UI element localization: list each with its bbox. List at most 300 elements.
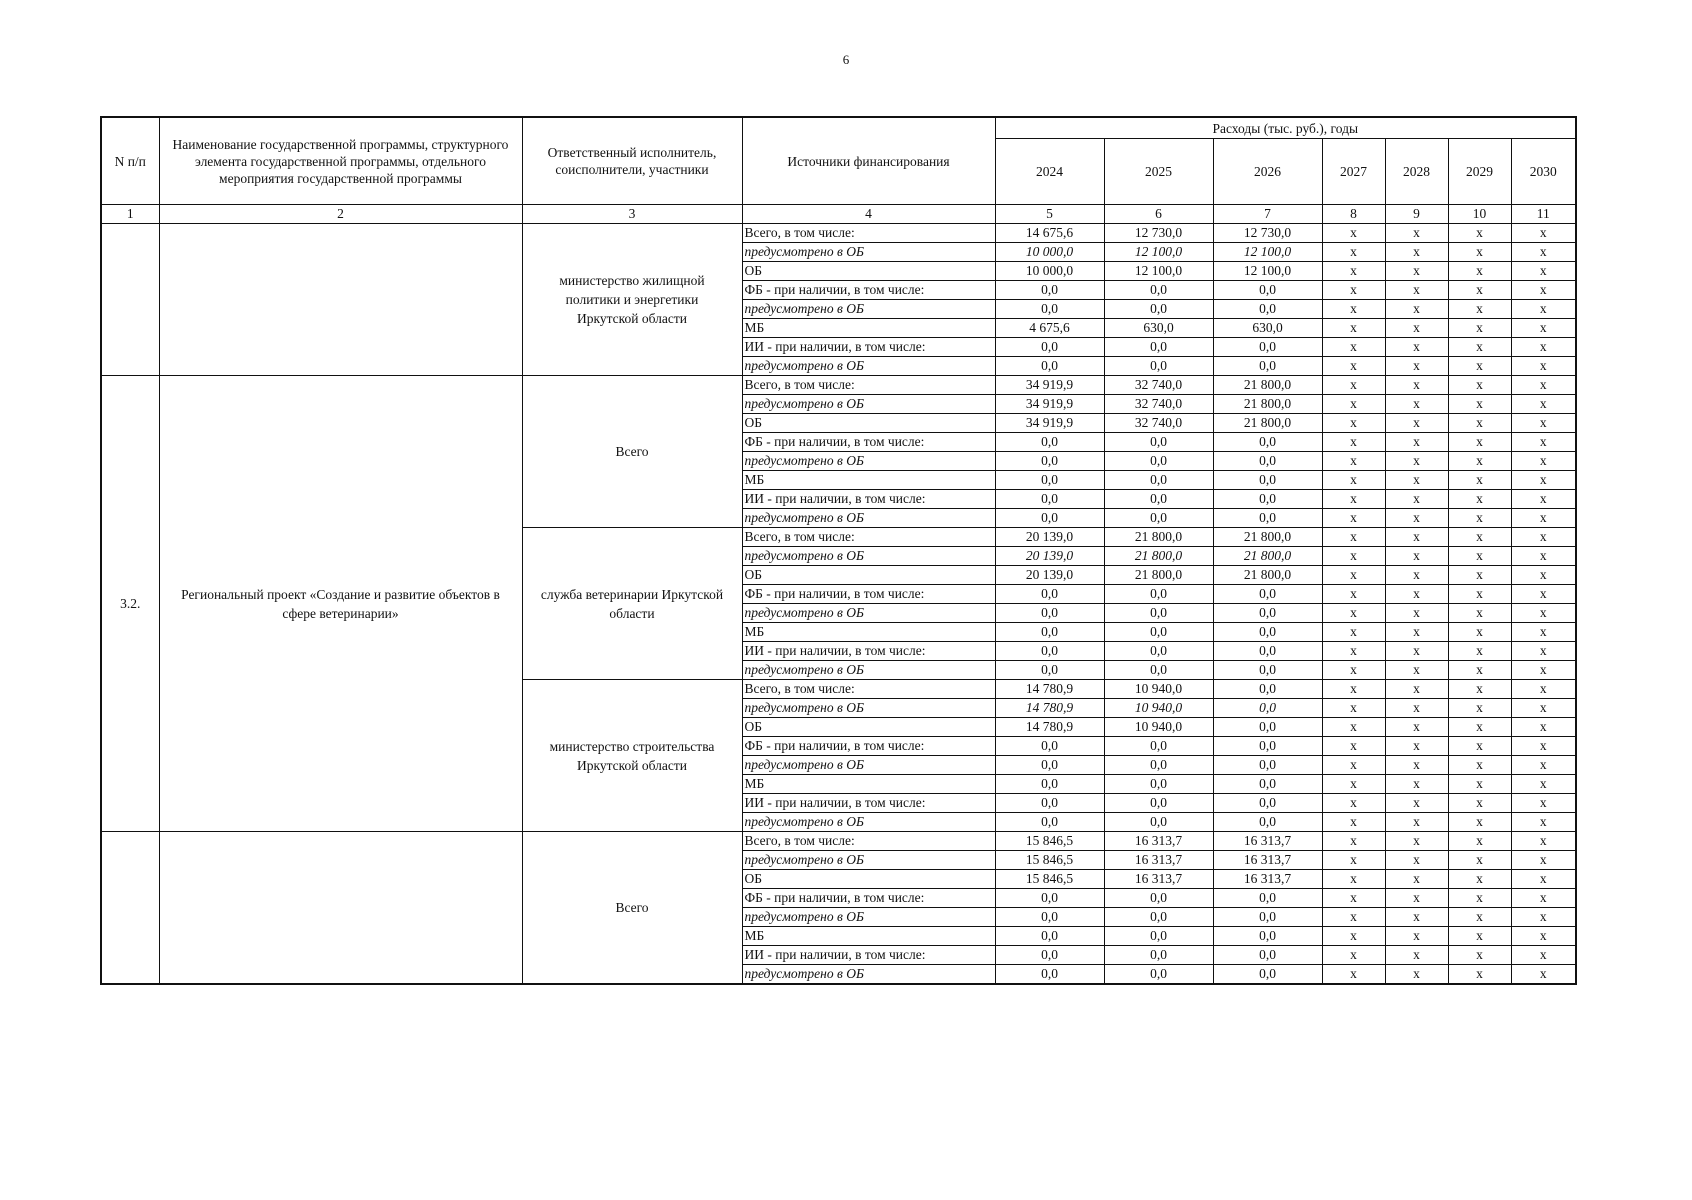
- not-applicable-mark: x: [1322, 376, 1385, 395]
- row-number-cell: [101, 224, 159, 376]
- not-applicable-mark: x: [1511, 794, 1576, 813]
- amount-cell: 0,0: [1104, 623, 1213, 642]
- not-applicable-mark: x: [1448, 946, 1511, 965]
- amount-cell: 0,0: [1104, 946, 1213, 965]
- not-applicable-mark: x: [1322, 756, 1385, 775]
- not-applicable-mark: x: [1322, 509, 1385, 528]
- not-applicable-mark: x: [1448, 319, 1511, 338]
- source-label: ИИ - при наличии, в том числе:: [742, 642, 995, 661]
- not-applicable-mark: x: [1385, 509, 1448, 528]
- not-applicable-mark: x: [1448, 927, 1511, 946]
- source-label: Всего, в том числе:: [742, 376, 995, 395]
- source-label: предусмотрено в ОБ: [742, 395, 995, 414]
- source-label: ФБ - при наличии, в том числе:: [742, 585, 995, 604]
- source-label: предусмотрено в ОБ: [742, 509, 995, 528]
- source-label: предусмотрено в ОБ: [742, 661, 995, 680]
- amount-cell: 0,0: [1104, 775, 1213, 794]
- table-row: [101, 832, 1576, 851]
- not-applicable-mark: x: [1511, 357, 1576, 376]
- amount-cell: 0,0: [995, 908, 1104, 927]
- amount-cell: 0,0: [995, 642, 1104, 661]
- amount-cell: 0,0: [995, 604, 1104, 623]
- amount-cell: 21 800,0: [1213, 395, 1322, 414]
- source-label: предусмотрено в ОБ: [742, 243, 995, 262]
- source-label: ФБ - при наличии, в том числе:: [742, 433, 995, 452]
- amount-cell: 0,0: [1104, 281, 1213, 300]
- not-applicable-mark: x: [1322, 623, 1385, 642]
- amount-cell: 0,0: [995, 509, 1104, 528]
- amount-cell: 14 780,9: [995, 718, 1104, 737]
- not-applicable-mark: x: [1511, 604, 1576, 623]
- amount-cell: 0,0: [1213, 680, 1322, 699]
- amount-cell: 0,0: [1104, 908, 1213, 927]
- not-applicable-mark: x: [1448, 737, 1511, 756]
- not-applicable-mark: x: [1322, 661, 1385, 680]
- not-applicable-mark: x: [1448, 642, 1511, 661]
- not-applicable-mark: x: [1511, 243, 1576, 262]
- source-label: ФБ - при наличии, в том числе:: [742, 737, 995, 756]
- amount-cell: 16 313,7: [1213, 832, 1322, 851]
- amount-cell: 0,0: [1104, 338, 1213, 357]
- amount-cell: 15 846,5: [995, 832, 1104, 851]
- not-applicable-mark: x: [1385, 547, 1448, 566]
- amount-cell: 0,0: [1213, 338, 1322, 357]
- amount-cell: 0,0: [1104, 965, 1213, 985]
- not-applicable-mark: x: [1511, 566, 1576, 585]
- not-applicable-mark: x: [1448, 965, 1511, 985]
- amount-cell: 0,0: [995, 357, 1104, 376]
- source-label: Всего, в том числе:: [742, 528, 995, 547]
- not-applicable-mark: x: [1448, 661, 1511, 680]
- executor-cell: служба ветеринарии Иркутской области: [522, 528, 742, 680]
- amount-cell: 0,0: [1104, 604, 1213, 623]
- amount-cell: 21 800,0: [1213, 566, 1322, 585]
- not-applicable-mark: x: [1448, 224, 1511, 243]
- not-applicable-mark: x: [1511, 300, 1576, 319]
- not-applicable-mark: x: [1448, 908, 1511, 927]
- amount-cell: 15 846,5: [995, 870, 1104, 889]
- not-applicable-mark: x: [1511, 414, 1576, 433]
- amount-cell: 0,0: [1213, 509, 1322, 528]
- not-applicable-mark: x: [1385, 528, 1448, 547]
- not-applicable-mark: x: [1448, 547, 1511, 566]
- source-label: МБ: [742, 471, 995, 490]
- not-applicable-mark: x: [1385, 661, 1448, 680]
- amount-cell: 34 919,9: [995, 376, 1104, 395]
- not-applicable-mark: x: [1385, 604, 1448, 623]
- column-index: 10: [1448, 205, 1511, 224]
- project-number: 3.2.: [101, 376, 159, 832]
- not-applicable-mark: x: [1511, 661, 1576, 680]
- not-applicable-mark: x: [1385, 357, 1448, 376]
- amount-cell: 0,0: [1213, 908, 1322, 927]
- not-applicable-mark: x: [1322, 452, 1385, 471]
- amount-cell: 10 000,0: [995, 243, 1104, 262]
- source-label: предусмотрено в ОБ: [742, 813, 995, 832]
- amount-cell: 21 800,0: [1213, 414, 1322, 433]
- not-applicable-mark: x: [1448, 832, 1511, 851]
- not-applicable-mark: x: [1448, 490, 1511, 509]
- not-applicable-mark: x: [1385, 338, 1448, 357]
- not-applicable-mark: x: [1322, 414, 1385, 433]
- not-applicable-mark: x: [1385, 566, 1448, 585]
- not-applicable-mark: x: [1385, 870, 1448, 889]
- not-applicable-mark: x: [1511, 813, 1576, 832]
- amount-cell: 0,0: [1213, 661, 1322, 680]
- not-applicable-mark: x: [1448, 357, 1511, 376]
- amount-cell: 21 800,0: [1213, 547, 1322, 566]
- amount-cell: 15 846,5: [995, 851, 1104, 870]
- source-label: предусмотрено в ОБ: [742, 965, 995, 985]
- amount-cell: 0,0: [1213, 737, 1322, 756]
- not-applicable-mark: x: [1448, 281, 1511, 300]
- column-index: 1: [101, 205, 159, 224]
- project-name: Региональный проект «Создание и развитие объектов в сфере ветеринарии»: [159, 376, 522, 832]
- amount-cell: 0,0: [1213, 813, 1322, 832]
- not-applicable-mark: x: [1385, 946, 1448, 965]
- source-label: МБ: [742, 623, 995, 642]
- not-applicable-mark: x: [1511, 927, 1576, 946]
- amount-cell: 0,0: [995, 946, 1104, 965]
- not-applicable-mark: x: [1385, 262, 1448, 281]
- amount-cell: 0,0: [1104, 927, 1213, 946]
- not-applicable-mark: x: [1511, 471, 1576, 490]
- not-applicable-mark: x: [1322, 737, 1385, 756]
- not-applicable-mark: x: [1322, 927, 1385, 946]
- not-applicable-mark: x: [1511, 585, 1576, 604]
- not-applicable-mark: x: [1448, 604, 1511, 623]
- not-applicable-mark: x: [1322, 300, 1385, 319]
- amount-cell: 14 675,6: [995, 224, 1104, 243]
- amount-cell: 0,0: [1104, 642, 1213, 661]
- not-applicable-mark: x: [1448, 433, 1511, 452]
- amount-cell: 32 740,0: [1104, 395, 1213, 414]
- not-applicable-mark: x: [1385, 851, 1448, 870]
- amount-cell: 630,0: [1104, 319, 1213, 338]
- not-applicable-mark: x: [1385, 908, 1448, 927]
- not-applicable-mark: x: [1448, 452, 1511, 471]
- source-label: предусмотрено в ОБ: [742, 300, 995, 319]
- source-label: ИИ - при наличии, в том числе:: [742, 946, 995, 965]
- source-label: ОБ: [742, 718, 995, 737]
- not-applicable-mark: x: [1322, 699, 1385, 718]
- amount-cell: 0,0: [995, 927, 1104, 946]
- amount-cell: 0,0: [995, 756, 1104, 775]
- not-applicable-mark: x: [1511, 262, 1576, 281]
- not-applicable-mark: x: [1385, 756, 1448, 775]
- source-label: предусмотрено в ОБ: [742, 452, 995, 471]
- amount-cell: 0,0: [1213, 604, 1322, 623]
- not-applicable-mark: x: [1322, 262, 1385, 281]
- header-year: 2025: [1104, 139, 1213, 205]
- source-label: Всего, в том числе:: [742, 224, 995, 243]
- program-name-cell: [159, 224, 522, 376]
- amount-cell: 0,0: [1213, 775, 1322, 794]
- not-applicable-mark: x: [1322, 813, 1385, 832]
- amount-cell: 0,0: [995, 794, 1104, 813]
- amount-cell: 16 313,7: [1213, 870, 1322, 889]
- not-applicable-mark: x: [1448, 756, 1511, 775]
- amount-cell: 0,0: [995, 281, 1104, 300]
- column-index: 4: [742, 205, 995, 224]
- source-label: МБ: [742, 319, 995, 338]
- source-label: предусмотрено в ОБ: [742, 756, 995, 775]
- not-applicable-mark: x: [1511, 965, 1576, 985]
- amount-cell: 0,0: [995, 300, 1104, 319]
- not-applicable-mark: x: [1322, 851, 1385, 870]
- not-applicable-mark: x: [1511, 319, 1576, 338]
- source-label: предусмотрено в ОБ: [742, 547, 995, 566]
- not-applicable-mark: x: [1385, 300, 1448, 319]
- header-name: Наименование государственной программы, структурного элемента государственной программы, отдельного мероприятия государственной программы: [159, 117, 522, 205]
- column-index: 6: [1104, 205, 1213, 224]
- amount-cell: 0,0: [1213, 623, 1322, 642]
- not-applicable-mark: x: [1511, 775, 1576, 794]
- not-applicable-mark: x: [1385, 376, 1448, 395]
- not-applicable-mark: x: [1511, 376, 1576, 395]
- amount-cell: 0,0: [1213, 300, 1322, 319]
- not-applicable-mark: x: [1511, 547, 1576, 566]
- source-label: ОБ: [742, 870, 995, 889]
- source-label: ОБ: [742, 414, 995, 433]
- not-applicable-mark: x: [1448, 680, 1511, 699]
- source-label: Всего, в том числе:: [742, 832, 995, 851]
- not-applicable-mark: x: [1322, 794, 1385, 813]
- table-row: [101, 376, 1576, 395]
- executor-cell: Всего: [522, 832, 742, 985]
- not-applicable-mark: x: [1385, 737, 1448, 756]
- amount-cell: 0,0: [1104, 509, 1213, 528]
- source-label: предусмотрено в ОБ: [742, 357, 995, 376]
- not-applicable-mark: x: [1448, 338, 1511, 357]
- not-applicable-mark: x: [1385, 281, 1448, 300]
- amount-cell: 4 675,6: [995, 319, 1104, 338]
- row-number-cell: [101, 832, 159, 985]
- amount-cell: 12 100,0: [1104, 243, 1213, 262]
- not-applicable-mark: x: [1511, 699, 1576, 718]
- header-year: 2026: [1213, 139, 1322, 205]
- not-applicable-mark: x: [1511, 395, 1576, 414]
- not-applicable-mark: x: [1385, 699, 1448, 718]
- not-applicable-mark: x: [1448, 889, 1511, 908]
- not-applicable-mark: x: [1322, 870, 1385, 889]
- source-label: ОБ: [742, 262, 995, 281]
- not-applicable-mark: x: [1385, 585, 1448, 604]
- amount-cell: 16 313,7: [1213, 851, 1322, 870]
- header-sources: Источники финансирования: [742, 117, 995, 205]
- amount-cell: 16 313,7: [1104, 870, 1213, 889]
- not-applicable-mark: x: [1322, 946, 1385, 965]
- source-label: ФБ - при наличии, в том числе:: [742, 281, 995, 300]
- amount-cell: 21 800,0: [1104, 528, 1213, 547]
- source-label: ИИ - при наличии, в том числе:: [742, 338, 995, 357]
- not-applicable-mark: x: [1385, 319, 1448, 338]
- not-applicable-mark: x: [1511, 889, 1576, 908]
- amount-cell: 0,0: [1213, 642, 1322, 661]
- not-applicable-mark: x: [1385, 927, 1448, 946]
- amount-cell: 0,0: [995, 452, 1104, 471]
- source-label: Всего, в том числе:: [742, 680, 995, 699]
- amount-cell: 0,0: [1213, 946, 1322, 965]
- not-applicable-mark: x: [1322, 832, 1385, 851]
- amount-cell: 32 740,0: [1104, 414, 1213, 433]
- amount-cell: 21 800,0: [1104, 566, 1213, 585]
- amount-cell: 0,0: [1213, 452, 1322, 471]
- amount-cell: 0,0: [995, 661, 1104, 680]
- not-applicable-mark: x: [1448, 775, 1511, 794]
- table-row: [101, 224, 1576, 243]
- amount-cell: 0,0: [995, 585, 1104, 604]
- not-applicable-mark: x: [1385, 680, 1448, 699]
- amount-cell: 16 313,7: [1104, 832, 1213, 851]
- executor-cell: министерство строительства Иркутской области: [522, 680, 742, 832]
- not-applicable-mark: x: [1448, 471, 1511, 490]
- not-applicable-mark: x: [1385, 794, 1448, 813]
- amount-cell: 0,0: [995, 965, 1104, 985]
- amount-cell: 0,0: [1213, 490, 1322, 509]
- amount-cell: 0,0: [1104, 737, 1213, 756]
- not-applicable-mark: x: [1511, 946, 1576, 965]
- amount-cell: 16 313,7: [1104, 851, 1213, 870]
- not-applicable-mark: x: [1448, 870, 1511, 889]
- amount-cell: 12 730,0: [1213, 224, 1322, 243]
- not-applicable-mark: x: [1511, 528, 1576, 547]
- not-applicable-mark: x: [1322, 281, 1385, 300]
- not-applicable-mark: x: [1322, 775, 1385, 794]
- not-applicable-mark: x: [1322, 490, 1385, 509]
- not-applicable-mark: x: [1385, 490, 1448, 509]
- page-number: 6: [842, 52, 850, 67]
- amount-cell: 20 139,0: [995, 547, 1104, 566]
- not-applicable-mark: x: [1511, 224, 1576, 243]
- header-executor: Ответственный исполнитель, соисполнители, участники: [522, 117, 742, 205]
- amount-cell: 10 940,0: [1104, 680, 1213, 699]
- not-applicable-mark: x: [1322, 680, 1385, 699]
- not-applicable-mark: x: [1511, 509, 1576, 528]
- amount-cell: 0,0: [1213, 357, 1322, 376]
- amount-cell: 0,0: [995, 623, 1104, 642]
- amount-cell: 0,0: [1213, 699, 1322, 718]
- amount-cell: 21 800,0: [1213, 528, 1322, 547]
- not-applicable-mark: x: [1448, 528, 1511, 547]
- not-applicable-mark: x: [1511, 851, 1576, 870]
- not-applicable-mark: x: [1448, 300, 1511, 319]
- column-index: 11: [1511, 205, 1576, 224]
- not-applicable-mark: x: [1448, 414, 1511, 433]
- amount-cell: 12 100,0: [1213, 243, 1322, 262]
- source-label: МБ: [742, 775, 995, 794]
- not-applicable-mark: x: [1448, 813, 1511, 832]
- amount-cell: 0,0: [1213, 471, 1322, 490]
- not-applicable-mark: x: [1511, 832, 1576, 851]
- column-index: 9: [1385, 205, 1448, 224]
- not-applicable-mark: x: [1448, 718, 1511, 737]
- amount-cell: 0,0: [1104, 471, 1213, 490]
- not-applicable-mark: x: [1511, 338, 1576, 357]
- not-applicable-mark: x: [1385, 433, 1448, 452]
- not-applicable-mark: x: [1511, 490, 1576, 509]
- executor-cell: министерство жилищной политики и энергетики Иркутской области: [522, 224, 742, 376]
- not-applicable-mark: x: [1511, 870, 1576, 889]
- program-name-cell: [159, 832, 522, 985]
- amount-cell: 20 139,0: [995, 528, 1104, 547]
- not-applicable-mark: x: [1385, 224, 1448, 243]
- amount-cell: 0,0: [1104, 756, 1213, 775]
- column-index: 7: [1213, 205, 1322, 224]
- amount-cell: 34 919,9: [995, 395, 1104, 414]
- amount-cell: 10 940,0: [1104, 718, 1213, 737]
- not-applicable-mark: x: [1385, 414, 1448, 433]
- not-applicable-mark: x: [1322, 965, 1385, 985]
- not-applicable-mark: x: [1385, 718, 1448, 737]
- header-year: 2029: [1448, 139, 1511, 205]
- amount-cell: 0,0: [995, 813, 1104, 832]
- not-applicable-mark: x: [1511, 433, 1576, 452]
- not-applicable-mark: x: [1385, 623, 1448, 642]
- amount-cell: 10 000,0: [995, 262, 1104, 281]
- amount-cell: 0,0: [995, 338, 1104, 357]
- source-label: ИИ - при наличии, в том числе:: [742, 490, 995, 509]
- not-applicable-mark: x: [1511, 642, 1576, 661]
- executor-cell: Всего: [522, 376, 742, 528]
- amount-cell: 0,0: [1213, 965, 1322, 985]
- source-label: предусмотрено в ОБ: [742, 908, 995, 927]
- amount-cell: 20 139,0: [995, 566, 1104, 585]
- amount-cell: 14 780,9: [995, 680, 1104, 699]
- not-applicable-mark: x: [1322, 243, 1385, 262]
- column-index: 5: [995, 205, 1104, 224]
- not-applicable-mark: x: [1322, 433, 1385, 452]
- not-applicable-mark: x: [1385, 452, 1448, 471]
- header-num: N п/п: [101, 117, 159, 205]
- amount-cell: 0,0: [1104, 433, 1213, 452]
- amount-cell: 630,0: [1213, 319, 1322, 338]
- column-index: 8: [1322, 205, 1385, 224]
- not-applicable-mark: x: [1448, 395, 1511, 414]
- not-applicable-mark: x: [1322, 471, 1385, 490]
- source-label: ИИ - при наличии, в том числе:: [742, 794, 995, 813]
- not-applicable-mark: x: [1511, 908, 1576, 927]
- amount-cell: 0,0: [1213, 433, 1322, 452]
- amount-cell: 0,0: [995, 737, 1104, 756]
- not-applicable-mark: x: [1511, 718, 1576, 737]
- amount-cell: 0,0: [1104, 813, 1213, 832]
- header-year: 2028: [1385, 139, 1448, 205]
- column-index: 2: [159, 205, 522, 224]
- not-applicable-mark: x: [1511, 756, 1576, 775]
- amount-cell: 12 100,0: [1104, 262, 1213, 281]
- not-applicable-mark: x: [1385, 471, 1448, 490]
- amount-cell: 0,0: [995, 775, 1104, 794]
- amount-cell: 34 919,9: [995, 414, 1104, 433]
- not-applicable-mark: x: [1322, 528, 1385, 547]
- amount-cell: 0,0: [1213, 585, 1322, 604]
- amount-cell: 14 780,9: [995, 699, 1104, 718]
- amount-cell: 12 730,0: [1104, 224, 1213, 243]
- not-applicable-mark: x: [1385, 642, 1448, 661]
- not-applicable-mark: x: [1448, 699, 1511, 718]
- not-applicable-mark: x: [1511, 281, 1576, 300]
- not-applicable-mark: x: [1322, 338, 1385, 357]
- not-applicable-mark: x: [1448, 566, 1511, 585]
- not-applicable-mark: x: [1448, 509, 1511, 528]
- not-applicable-mark: x: [1511, 623, 1576, 642]
- not-applicable-mark: x: [1385, 395, 1448, 414]
- amount-cell: 32 740,0: [1104, 376, 1213, 395]
- not-applicable-mark: x: [1385, 889, 1448, 908]
- not-applicable-mark: x: [1322, 319, 1385, 338]
- amount-cell: 0,0: [995, 471, 1104, 490]
